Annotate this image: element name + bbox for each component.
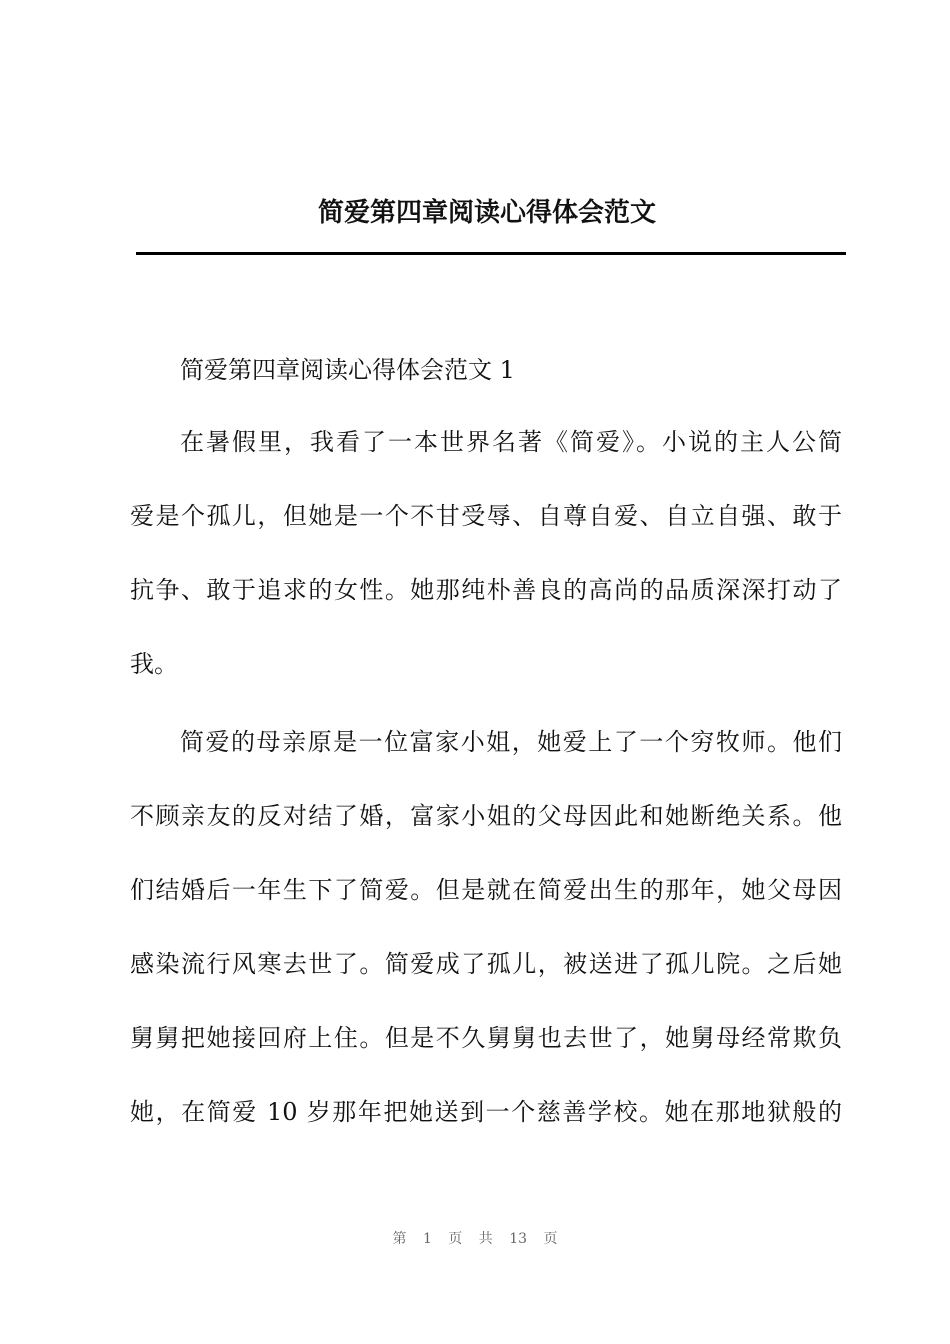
section-heading: 简爱第四章阅读心得体会范文 1: [180, 356, 515, 384]
paragraph-1-line-3: 抗争、敢于追求的女性。她那纯朴善良的高尚的品质深深打动了: [130, 576, 842, 604]
paragraph-1-line-4: 我。: [130, 650, 178, 678]
paragraph-2-line-5: 舅舅把她接回府上住。但是不久舅舅也去世了，她舅母经常欺负: [130, 1024, 842, 1052]
paragraph-2-line-1: 简爱的母亲原是一位富家小姐，她爱上了一个穷牧师。他们: [180, 728, 842, 756]
paragraph-2-line-3: 们结婚后一年生下了简爱。但是就在简爱出生的那年，她父母因: [130, 876, 842, 904]
title-underline: [136, 252, 846, 255]
paragraph-2-line-2: 不顾亲友的反对结了婚，富家小姐的父母因此和她断绝关系。他: [130, 802, 842, 830]
paragraph-2-line-6: 她，在简爱 10 岁那年把她送到一个慈善学校。她在那地狱般的: [130, 1098, 842, 1126]
paragraph-2-line-4: 感染流行风寒去世了。简爱成了孤儿，被送进了孤儿院。之后她: [130, 950, 842, 978]
paragraph-1-line-2: 爱是个孤儿，但她是一个不甘受辱、自尊自爱、自立自强、敢于: [130, 502, 842, 530]
page-number-footer: 第 1 页 共 13 页: [392, 1231, 558, 1247]
paragraph-1-line-1: 在暑假里，我看了一本世界名著《简爱》。小说的主人公简: [180, 428, 842, 456]
document-title: 简爱第四章阅读心得体会范文: [317, 198, 656, 228]
